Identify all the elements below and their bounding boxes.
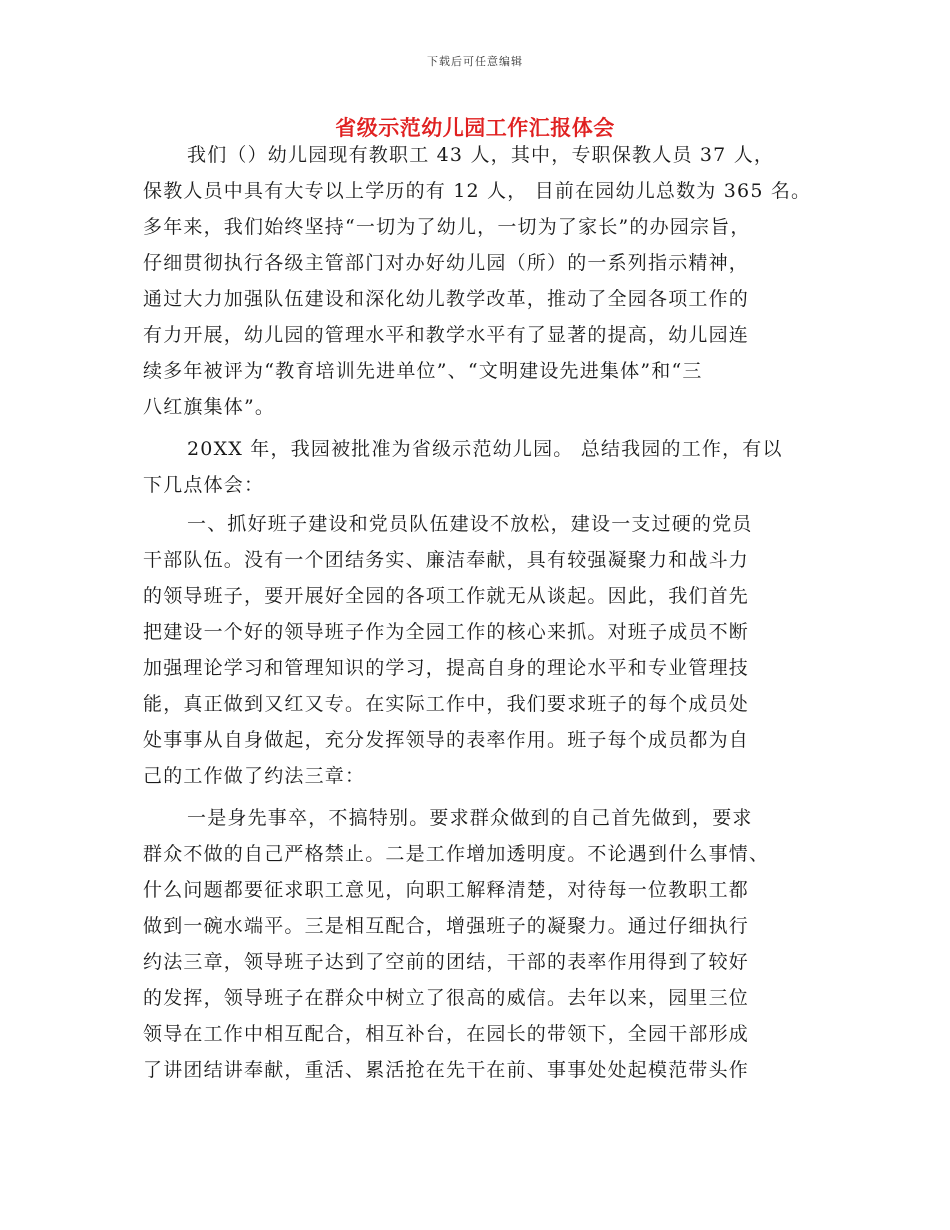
body-line: 一、抓好班子建设和党员队伍建设不放松，建设一支过硬的党员 — [187, 513, 753, 535]
body-line: 加强理论学习和管理知识的学习，提高自身的理论水平和专业管理技 — [143, 657, 750, 679]
body-line: 有力开展，幼儿园的管理水平和教学水平有了显著的提高，幼儿园连 — [143, 324, 750, 346]
document-title: 省级示范幼儿园工作汇报体会 — [335, 115, 615, 140]
body-line: 做到一碗水端平。三是相互配合，增强班子的凝聚力。通过仔细执行 — [143, 915, 750, 937]
body-line: 把建设一个好的领导班子作为全园工作的核心来抓。对班子成员不断 — [143, 621, 750, 643]
body-line: 仔细贯彻执行各级主管部门对办好幼儿园（所）的一系列指示精神， — [143, 252, 750, 274]
body-line: 通过大力加强队伍建设和深化幼儿教学改革，推动了全园各项工作的 — [143, 288, 750, 310]
body-line: 群众不做的自己严格禁止。二是工作增加透明度。不论遇到什么事情、 — [143, 843, 770, 865]
body-line: 20XX 年，我园被批准为省级示范幼儿园。 总结我园的工作，有以 — [187, 438, 783, 460]
body-line: 续多年被评为“教育培训先进单位”、“文明建设先进集体”和“三 — [143, 360, 703, 382]
body-line: 一是身先事卒，不搞特别。要求群众做到的自己首先做到，要求 — [187, 807, 753, 829]
body-line: 处事事从自身做起，充分发挥领导的表率作用。班子每个成员都为自 — [143, 729, 750, 751]
body-line: 领导在工作中相互配合，相互补台，在园长的带领下，全园干部形成 — [143, 1023, 750, 1045]
header-note: 下载后可任意编辑 — [427, 55, 523, 68]
body-line: 了讲团结讲奉献，重活、累活抢在先干在前、事事处处起模范带头作 — [143, 1059, 750, 1081]
body-line: 保教人员中具有大专以上学历的有 12 人， 目前在园幼儿总数为 365 名。 — [143, 180, 812, 202]
body-line: 的发挥，领导班子在群众中树立了很高的威信。去年以来，园里三位 — [143, 987, 750, 1009]
body-line: 约法三章，领导班子达到了空前的团结，干部的表率作用得到了较好 — [143, 951, 750, 973]
body-line: 能，真正做到又红又专。在实际工作中，我们要求班子的每个成员处 — [143, 693, 750, 715]
body-line: 己的工作做了约法三章： — [143, 765, 366, 787]
body-line: 八红旗集体”。 — [143, 396, 276, 418]
body-line: 下几点体会： — [143, 474, 265, 496]
body-line: 干部队伍。没有一个团结务实、廉洁奉献，具有较强凝聚力和战斗力 — [143, 549, 750, 571]
body-line: 什么问题都要征求职工意见，向职工解释清楚，对待每一位教职工都 — [143, 879, 750, 901]
body-line: 多年来，我们始终坚持“一切为了幼儿，一切为了家长”的办园宗旨， — [143, 216, 751, 238]
body-line: 我们（）幼儿园现有教职工 43 人，其中，专职保教人员 37 人， — [187, 144, 775, 166]
body-line: 的领导班子，要开展好全园的各项工作就无从谈起。因此，我们首先 — [143, 585, 750, 607]
